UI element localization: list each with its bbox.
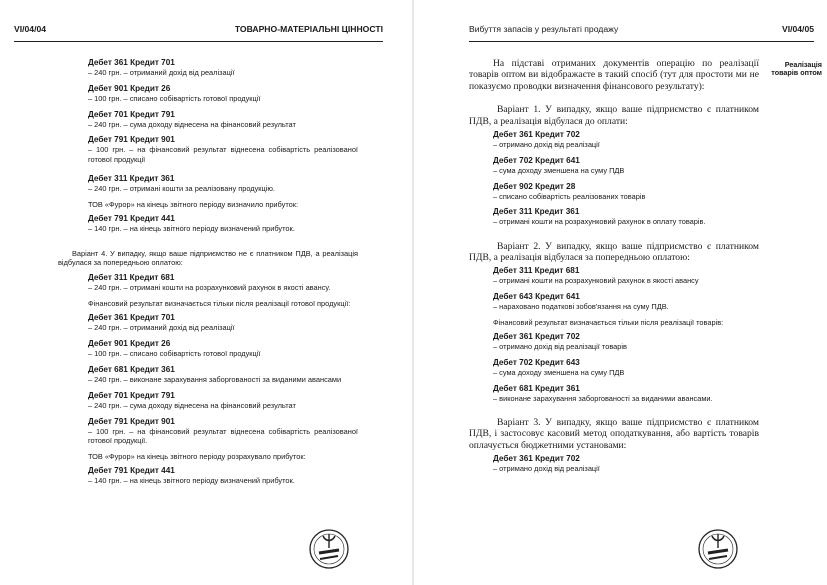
entry-title: Дебет 791 Кредит 901 [88, 135, 175, 145]
entry-title: Дебет 361 Кредит 701 [88, 58, 175, 67]
entry-title: Дебет 361 Кредит 701 [88, 313, 175, 323]
journal-entry [88, 466, 358, 485]
entry-desc: – 100 грн. – списано собівартість готової продукції [88, 93, 261, 103]
left-body [58, 58, 358, 492]
entry-desc: – виконане зарахування заборгованості за виданими авансами. [493, 393, 713, 403]
entry-title: Дебет 902 Кредит 28 [493, 181, 576, 191]
entry-group [469, 454, 759, 473]
header-rule [14, 41, 383, 42]
entry-desc: – 140 грн. – на кінець звітного періоду визначений прибуток. [88, 223, 295, 233]
entry-desc: – отримано дохід від реалізації товарів [493, 342, 627, 352]
left-page-code: VI/04/04 [14, 24, 47, 34]
entry-group [469, 130, 759, 227]
entry-title: Дебет 702 Кредит 643 [493, 358, 580, 368]
variant-3-paragraph: Варіант 3. У випадку, якщо ваше підприємство є платником ПДВ, і застосовує касовий метод оподаткування, або вартість товарів оплачується бюджетними установами: [469, 417, 759, 451]
entry-desc: – отримано дохід від реалізації [493, 464, 600, 474]
entry-desc: – 240 грн. – отримані кошти за реалізовану продукцію. [88, 183, 275, 193]
entry-group [88, 58, 358, 193]
journal-entry [88, 365, 358, 384]
entry-desc: – 240 грн. – виконане зарахування заборгованості за виданими авансами [88, 375, 342, 384]
entry-desc: – 240 грн. – сума доходу віднесена на фінансовий результат [88, 400, 296, 410]
entry-desc: – сума доходу зменшена на суму ПДВ [493, 165, 625, 175]
header-rule [469, 41, 814, 42]
entry-desc: – 100 грн. – на фінансовий результат віднесена собівартість реалізованої готової продукції [88, 145, 358, 164]
right-page-code: VI/04/05 [781, 24, 814, 34]
entry-title: Дебет 311 Кредит 361 [493, 207, 580, 217]
right-page [414, 0, 827, 585]
variant-2-paragraph: Варіант 2. У випадку, якщо ваше підприємство є платником ПДВ, а реалізація відбулася за попередньою оплатою: [469, 240, 759, 264]
entry-title: Дебет 361 Кредит 702 [493, 130, 580, 140]
journal-entry [493, 266, 759, 285]
entry-desc: – 100 грн. – списано собівартість готової продукції [88, 349, 261, 359]
journal-entry [493, 292, 759, 311]
publisher-logo-icon [697, 528, 739, 570]
note-text: ТОВ «Фурор» на кінець звітного періоду визначило прибуток: [88, 199, 299, 209]
entry-desc: – отримані кошти на розрахунковий рахунок в оплату товарів. [493, 217, 706, 227]
left-running-header [14, 24, 383, 38]
journal-entry [493, 454, 759, 473]
journal-entry [88, 391, 358, 410]
journal-entry [88, 174, 358, 193]
left-section-title: ТОВАРНО-МАТЕРІАЛЬНІ ЦІННОСТІ [234, 24, 383, 34]
entry-title: Дебет 311 Кредит 681 [88, 273, 175, 283]
entry-title: Дебет 901 Кредит 26 [88, 339, 171, 349]
entry-title: Дебет 361 Кредит 702 [493, 454, 580, 464]
journal-entry [493, 130, 759, 149]
publisher-logo-icon [308, 528, 350, 570]
journal-entry [88, 135, 358, 163]
entry-desc: – 140 грн. – на кінець звітного періоду визначений прибуток. [88, 475, 295, 485]
note-text: ТОВ «Фурор» на кінець звітного періоду розрахувало прибуток: [88, 451, 306, 461]
entry-desc: – 240 грн. – отриманий дохід від реалізації [88, 323, 235, 333]
journal-entry [88, 110, 358, 129]
journal-entry [493, 182, 759, 201]
journal-entry [88, 58, 358, 77]
entry-title: Дебет 311 Кредит 681 [493, 266, 580, 276]
entry-title: Дебет 791 Кредит 901 [88, 416, 175, 426]
entry-title: Дебет 681 Кредит 361 [493, 383, 580, 393]
variant-1-paragraph: Варіант 1. У випадку, якщо ваше підприємство є платником ПДВ, а реалізація відбулася до оплати: [469, 104, 759, 127]
entry-title: Дебет 702 Кредит 641 [493, 155, 580, 165]
entry-desc: – нараховано податкові зобов'язання на суму ПДВ. [493, 302, 669, 312]
entry-desc: – списано собівартість реалізованих товарів [493, 191, 646, 201]
entry-title: Дебет 701 Кредит 791 [88, 390, 175, 400]
note-text: Фінансовий результат визначається тільки після реалізації готової продукції: [88, 299, 351, 309]
variant-4-paragraph: Варіант 4. У випадку, якщо ваше підприємство не є платником ПДВ, а реалізація відбулася за попередньою оплатою: [58, 249, 358, 268]
journal-entry [88, 214, 358, 233]
entry-title: Дебет 311 Кредит 361 [88, 173, 175, 183]
entry-title: Дебет 361 Кредит 702 [493, 332, 580, 342]
entry-desc: – сума доходу зменшена на суму ПДВ [493, 368, 625, 378]
journal-entry [88, 313, 358, 332]
entry-title: Дебет 701 Кредит 791 [88, 109, 175, 119]
journal-entry [88, 84, 358, 103]
right-running-header [469, 24, 814, 38]
entry-desc: – отримані кошти на розрахунковий рахунок в якості авансу [493, 276, 699, 286]
journal-entry [88, 273, 358, 292]
entry-title: Дебет 791 Кредит 441 [88, 465, 175, 475]
journal-entry [88, 339, 358, 358]
entry-desc: – 100 грн. – на фінансовий результат віднесена собівартість реалізованої готової продукції. [88, 426, 358, 445]
journal-entry [493, 384, 759, 403]
entry-desc: – 240 грн. – отримані кошти на розрахунковий рахунок в якості авансу. [88, 283, 331, 293]
right-section-title: Вибуття запасів у результаті продажу [469, 24, 619, 34]
journal-entry [493, 358, 759, 377]
entry-group [469, 266, 759, 403]
entry-desc: – 240 грн. – отриманий дохід від реалізації [88, 68, 235, 77]
journal-entry [493, 332, 759, 351]
entry-desc: – 240 грн. – сума доходу віднесена на фінансовий результат [88, 119, 296, 129]
intro-paragraph: На підставі отриманих документів операцію по реалізації товарів оптом ви відображаєте в такий спосіб (тут для простоти ми не показуємо проводки визначення фінансового результату): [469, 58, 759, 92]
margin-note: Реалізація товарів оптом [771, 60, 822, 78]
journal-entry [493, 207, 759, 226]
entry-title: Дебет 901 Кредит 26 [88, 83, 171, 93]
right-body [469, 58, 759, 480]
note-text: Фінансовий результат визначається тільки після реалізації товарів: [493, 318, 724, 328]
entry-desc: – отримано дохід від реалізації [493, 140, 600, 150]
entry-title: Дебет 643 Кредит 641 [493, 292, 580, 302]
journal-entry [88, 417, 358, 445]
left-page [0, 0, 413, 585]
entry-title: Дебет 681 Кредит 361 [88, 365, 175, 374]
entry-title: Дебет 791 Кредит 441 [88, 213, 175, 223]
journal-entry [493, 156, 759, 175]
